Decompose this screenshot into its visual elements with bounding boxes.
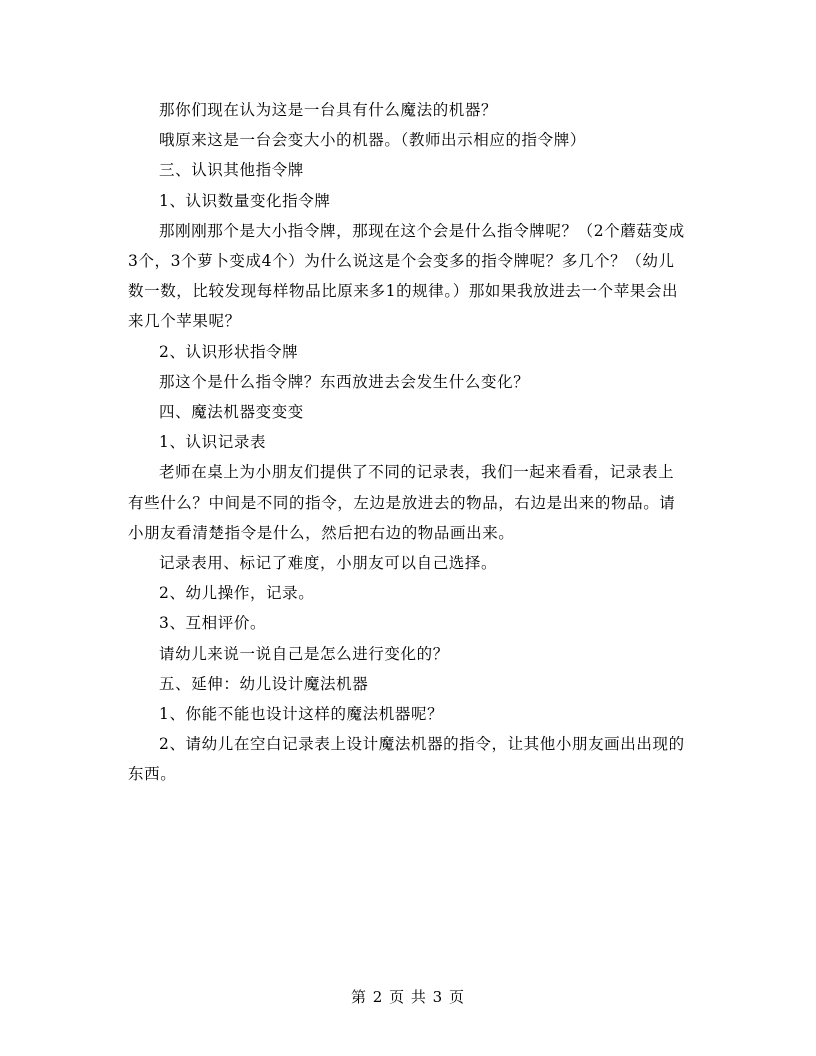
page-footer: 第 2 页 共 3 页 bbox=[351, 988, 465, 1006]
list-item: 2、幼儿操作，记录。 bbox=[159, 584, 315, 603]
list-item: 2、请幼儿在空白记录表上设计魔法机器的指令，让其他小朋友画出出现的东西。 bbox=[128, 735, 685, 784]
list-item: 1、你能不能也设计这样的魔法机器呢？ bbox=[159, 705, 444, 724]
section-heading: 三、认识其他指令牌 bbox=[159, 161, 304, 180]
paragraph: 那你们现在认为这是一台具有什么魔法的机器？ bbox=[159, 101, 498, 119]
paragraph: 那这个是什么指令牌？东西放进去会发生什么变化？ bbox=[159, 372, 530, 391]
paragraph: 记录表用、标记了难度，小朋友可以自己选择。 bbox=[159, 554, 498, 573]
section-heading: 五、延伸：幼儿设计魔法机器 bbox=[159, 674, 369, 693]
paragraph: 哦原来这是一台会变大小的机器。（教师出示相应的指令牌） bbox=[159, 131, 586, 150]
list-item: 3、互相评价。 bbox=[159, 614, 267, 633]
subsection-heading: 1、认识记录表 bbox=[159, 433, 267, 452]
paragraph: 老师在桌上为小朋友们提供了不同的记录表，我们一起来看看，记录表上有些什么？中间是不同的指令，左边是放进去的物品，右边是出来的物品。请小朋友看清楚指令是什么，然后把右边的物品画出来。 bbox=[128, 463, 676, 542]
document-body bbox=[128, 95, 688, 790]
paragraph: 请幼儿来说一说自己是怎么进行变化的？ bbox=[159, 644, 449, 663]
paragraph: 那刚刚那个是大小指令牌，那现在这个会是什么指令牌呢？（2个蘑菇变成3个，3个萝卜变成4个）为什么说这是个会变多的指令牌呢？多几个？（幼儿数一数，比较发现每样物品比原来多1的规律。）那如果我放进去一个苹果会出来几个苹果呢？ bbox=[128, 221, 685, 331]
section-heading: 四、魔法机器变变变 bbox=[159, 403, 304, 422]
subsection-heading: 1、认识数量变化指令牌 bbox=[159, 191, 331, 210]
subsection-heading: 2、认识形状指令牌 bbox=[159, 342, 299, 361]
